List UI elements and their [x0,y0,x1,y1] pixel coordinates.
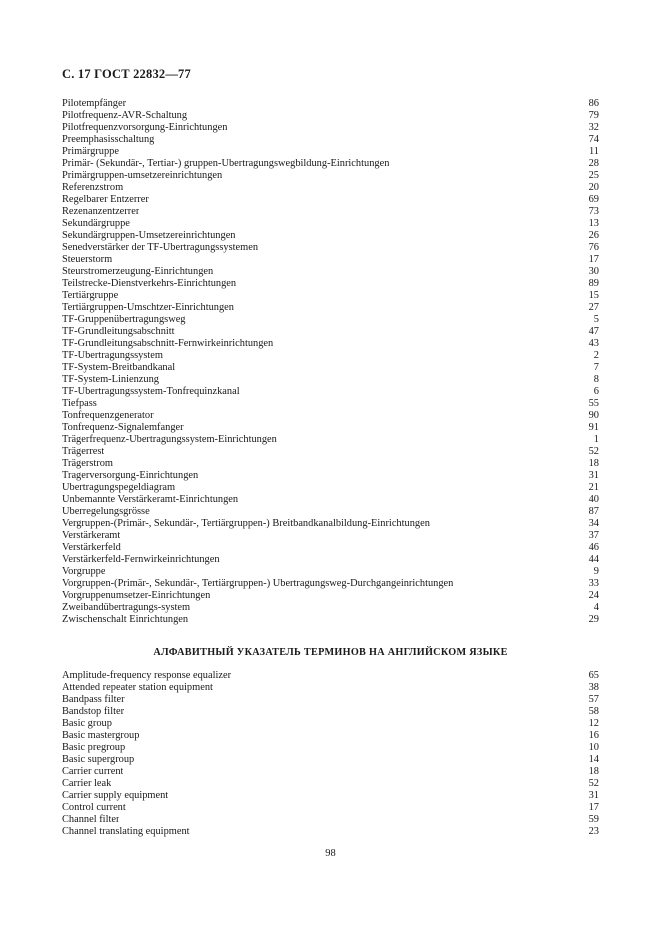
index-entry [62,110,599,122]
index-entry [62,230,599,242]
index-term: Basic group [62,718,112,729]
index-term: Teilstrecke-Dienstverkehrs-Einrichtungen [62,278,237,289]
index-entry [62,542,599,554]
index-entry [62,338,599,350]
index-term: Vergruppen-(Primär-, Sekundär-, Tertiärgruppen-) Breitbandkanalbildung-Einrichtungen [62,518,430,529]
index-term: Sekundärgruppen-Umsetzereinrichtungen [62,230,236,241]
index-page-ref: 10 [588,742,599,753]
index-entry [62,602,599,614]
index-entry [62,682,599,694]
index-term: TF-Gruppenübertragungsweg [62,314,186,325]
index-term: Pilotempfänger [62,98,127,109]
index-page-ref: 9 [593,566,599,577]
index-entry [62,766,599,778]
index-page-ref: 2 [593,350,599,361]
index-term: Steurstromerzeugung-Einrichtungen [62,266,214,277]
index-term: Regelbarer Entzerrer [62,194,149,205]
page-number: 98 [325,848,336,859]
index-page-ref: 26 [588,230,599,241]
index-entry [62,422,599,434]
index-term: Sekundärgruppe [62,218,130,229]
index-page-ref: 25 [588,170,599,181]
index-entry [62,566,599,578]
index-entry [62,206,599,218]
index-term: Preemphasisschaltung [62,134,155,145]
index-term: Amplitude-frequency response equalizer [62,670,232,681]
index-term: Unbemannte Verstärkeramt-Einrichtungen [62,494,239,505]
index-term: Ubertragungspegeldiagram [62,482,176,493]
index-page-ref: 23 [588,826,599,837]
index-term: Carrier leak [62,778,112,789]
index-page-ref: 33 [588,578,599,589]
index-term: Referenzstrom [62,182,124,193]
index-term: Attended repeater station equipment [62,682,213,693]
index-term: Carrier supply equipment [62,790,169,801]
index-entry [62,614,599,626]
page-header: С. 17 ГОСТ 22832—77 [62,67,191,81]
index-term: Tonfrequenzgenerator [62,410,154,421]
index-entry [62,554,599,566]
index-entry [62,218,599,230]
index-page-ref: 11 [588,146,599,157]
index-entry [62,146,599,158]
index-entry [62,242,599,254]
index-term: Pilotfrequenzvorsorgung-Einrichtungen [62,122,228,133]
index-page-ref: 79 [588,110,599,121]
index-entry [62,314,599,326]
index-entry [62,590,599,602]
index-page-ref: 17 [588,254,599,265]
index-entry [62,170,599,182]
index-entry [62,754,599,766]
index-term: Verstärkeramt [62,530,121,541]
index-entry [62,362,599,374]
index-page-ref: 15 [588,290,599,301]
index-term: Tragerversorgung-Einrichtungen [62,470,199,481]
english-term-index [62,670,599,838]
index-page-ref: 74 [588,134,599,145]
index-page-ref: 47 [588,326,599,337]
index-term: Pilotfrequenz-AVR-Schaltung [62,110,188,121]
index-term: Tonfrequenz-Signalemfanger [62,422,184,433]
index-entry [62,194,599,206]
index-term: Channel filter [62,814,120,825]
english-index-title: АЛФАВИТНЫЙ УКАЗАТЕЛЬ ТЕРМИНОВ НА АНГЛИЙСКОМ ЯЗЫКЕ [153,647,508,658]
index-term: Carrier current [62,766,124,777]
index-term: Basic pregroup [62,742,126,753]
index-entry [62,730,599,742]
index-entry [62,122,599,134]
index-page-ref: 21 [588,482,599,493]
index-entry [62,446,599,458]
index-entry [62,278,599,290]
index-page-ref: 1 [593,434,599,445]
index-entry [62,266,599,278]
index-page-ref: 38 [588,682,599,693]
index-page-ref: 91 [588,422,599,433]
index-page-ref: 6 [593,386,599,397]
index-term: TF-Ubertragungssystem [62,350,164,361]
index-term: Tertiärgruppen-Umschtzer-Einrichtungen [62,302,234,313]
index-page-ref: 34 [588,518,599,529]
index-page-ref: 28 [588,158,599,169]
index-term: Zweibandübertragungs-system [62,602,191,613]
index-term: TF-Grundleitungsabschnitt [62,326,175,337]
index-entry [62,482,599,494]
index-page-ref: 4 [593,602,599,613]
index-term: Basic mastergroup [62,730,140,741]
index-page-ref: 5 [593,314,599,325]
index-entry [62,694,599,706]
index-page-ref: 16 [588,730,599,741]
index-term: Primärgruppe [62,146,119,157]
index-page-ref: 89 [588,278,599,289]
index-term: Steuerstorm [62,254,113,265]
index-entry [62,778,599,790]
index-page-ref: 14 [588,754,599,765]
index-page-ref: 17 [588,802,599,813]
index-term: TF-System-Breitbandkanal [62,362,176,373]
index-entry [62,158,599,170]
index-entry [62,494,599,506]
index-term: Rezenanzentzerrer [62,206,140,217]
index-entry [62,506,599,518]
index-page-ref: 73 [588,206,599,217]
index-term: Vorgruppe [62,566,106,577]
index-page-ref: 8 [593,374,599,385]
index-page-ref: 31 [588,470,599,481]
index-term: Primär- (Sekundär-, Tertiar-) gruppen-Ubertragungswegbildung-Einrichtungen [62,158,390,169]
index-entry [62,182,599,194]
index-entry [62,458,599,470]
index-page-ref: 52 [588,446,599,457]
index-entry [62,254,599,266]
index-term: Senedverstärker der TF-Ubertragungssystemen [62,242,259,253]
index-term: Basic supergroup [62,754,135,765]
index-page-ref: 27 [588,302,599,313]
index-entry [62,530,599,542]
index-term: Channel translating equipment [62,826,190,837]
index-entry [62,814,599,826]
index-term: Verstärkerfeld-Fernwirkeinrichtungen [62,554,220,565]
index-entry [62,326,599,338]
index-page-ref: 65 [588,670,599,681]
index-term: Vorgruppen-(Primär-, Sekundär-, Tertiärgruppen-) Ubertragungsweg-Durchgangeinrichtungen [62,578,454,589]
index-term: Uberregelungsgrösse [62,506,150,517]
index-entry [62,398,599,410]
index-entry [62,470,599,482]
index-page-ref: 18 [588,766,599,777]
index-entry [62,386,599,398]
index-page-ref: 7 [593,362,599,373]
index-term: Trägerfrequenz-Ubertragungssystem-Einrichtungen [62,434,277,445]
index-page-ref: 24 [588,590,599,601]
index-entry [62,134,599,146]
index-term: Trägerstrom [62,458,113,469]
index-entry [62,434,599,446]
index-entry [62,578,599,590]
index-page-ref: 13 [588,218,599,229]
index-page-ref: 20 [588,182,599,193]
index-page-ref: 76 [588,242,599,253]
index-page-ref: 37 [588,530,599,541]
index-page-ref: 31 [588,790,599,801]
index-page-ref: 40 [588,494,599,505]
index-page-ref: 58 [588,706,599,717]
index-entry [62,670,599,682]
index-term: TF-System-Linienzung [62,374,159,385]
index-page-ref: 87 [588,506,599,517]
index-term: TF-Grundleitungsabschnitt-Fernwirkeinrichtungen [62,338,274,349]
index-entry [62,98,599,110]
index-term: Primärgruppen-umsetzereinrichtungen [62,170,223,181]
index-term: Zwischenschalt Einrichtungen [62,614,189,625]
index-page-ref: 29 [588,614,599,625]
index-page-ref: 55 [588,398,599,409]
index-term: Verstärkerfeld [62,542,121,553]
index-entry [62,290,599,302]
index-page-ref: 86 [588,98,599,109]
index-page-ref: 32 [588,122,599,133]
index-term: Tiefpass [62,398,97,409]
index-page-ref: 30 [588,266,599,277]
german-term-index [62,98,599,626]
index-entry [62,742,599,754]
index-entry [62,350,599,362]
index-page-ref: 59 [588,814,599,825]
index-entry [62,374,599,386]
index-term: Tertiärgruppe [62,290,119,301]
index-term: Bandpass filter [62,694,125,705]
index-page-ref: 52 [588,778,599,789]
index-page-ref: 12 [588,718,599,729]
index-entry [62,826,599,838]
index-page-ref: 43 [588,338,599,349]
index-term: Trägerrest [62,446,105,457]
index-entry [62,706,599,718]
index-term: Bandstop filter [62,706,125,717]
index-term: Control current [62,802,126,813]
index-entry [62,410,599,422]
index-term: Vorgruppenumsetzer-Einrichtungen [62,590,211,601]
index-page-ref: 57 [588,694,599,705]
index-entry [62,302,599,314]
index-page-ref: 90 [588,410,599,421]
index-page-ref: 46 [588,542,599,553]
index-page-ref: 69 [588,194,599,205]
index-entry [62,718,599,730]
index-page-ref: 18 [588,458,599,469]
index-entry [62,790,599,802]
index-entry [62,518,599,530]
index-term: TF-Ubertragungssystem-Tonfrequinzkanal [62,386,240,397]
index-entry [62,802,599,814]
index-page-ref: 44 [588,554,599,565]
